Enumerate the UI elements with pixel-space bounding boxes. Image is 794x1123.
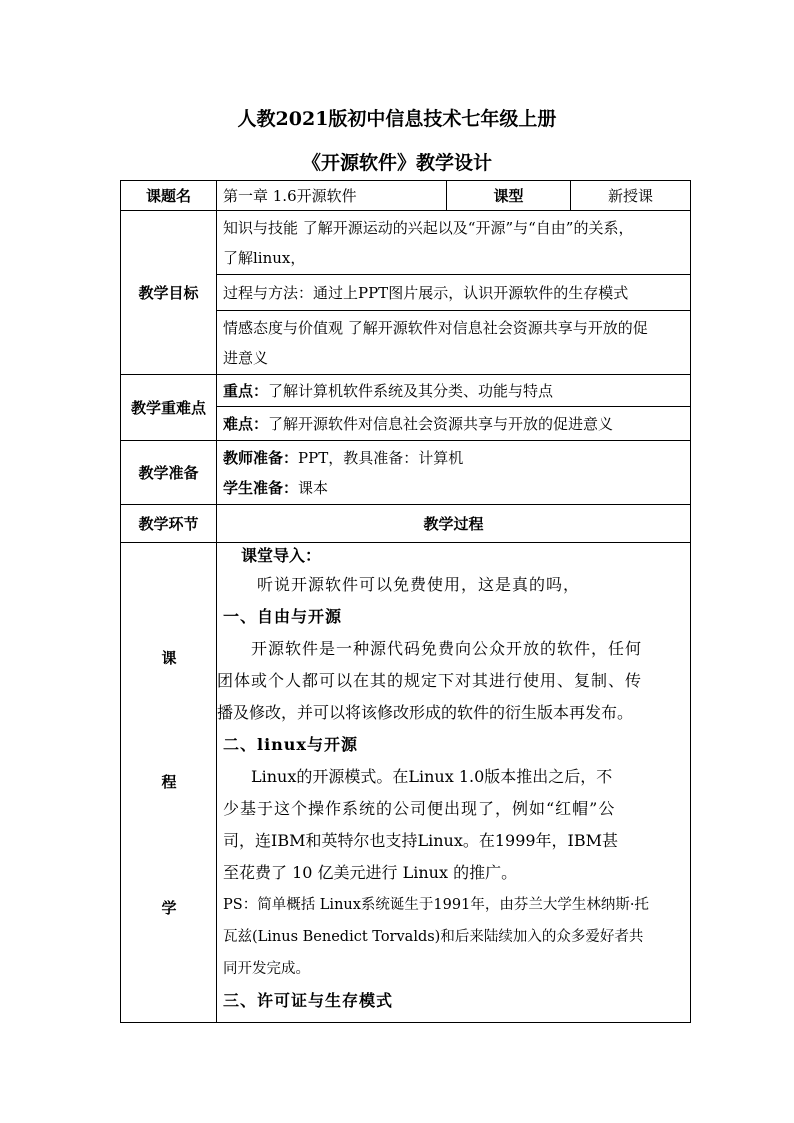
lesson-type-value: 新授课 xyxy=(571,181,691,211)
lesson-plan-table xyxy=(120,180,691,1023)
key-point-label: 重点： xyxy=(223,382,269,400)
key-point xyxy=(217,375,691,407)
lesson-type-label: 课型 xyxy=(447,181,571,211)
section-1-line-3: 播及修改，并可以将该修改形成的软件的衍生版本再发布。 xyxy=(217,703,634,722)
difficult-point-text: 了解开源软件对信息社会资源共享与开放的促进意义 xyxy=(268,415,614,433)
goal-attitude-line-1: 情感态度与价值观 了解开源软件对信息社会资源共享与开放的促 xyxy=(223,318,648,337)
goals-row-1 xyxy=(121,211,691,275)
goal-knowledge-line-1: 知识与技能 了解开源运动的兴起以及“开源”与“自由”的关系， xyxy=(223,218,634,237)
section-3-heading: 三、许可证与生存模式 xyxy=(223,991,394,1010)
teaching-process-cell xyxy=(217,543,691,1023)
section-1-line-2: 团体或个人都可以在其的规定下对其进行使用、复制、传 xyxy=(217,671,643,690)
key-points-row-1 xyxy=(121,375,691,407)
section-2-line-4: 至花费了 10 亿美元进行 Linux 的推广。 xyxy=(223,863,518,882)
teacher-preparation-label: 教师准备： xyxy=(223,448,299,467)
difficult-point-label: 难点： xyxy=(223,415,269,433)
section-1-line-1: 开源软件是一种源代码免费向公众开放的软件，任何 xyxy=(251,639,643,658)
ps-line-3: 同开发完成。 xyxy=(223,961,310,977)
stage-char-3: 学 xyxy=(161,899,177,917)
section-2-line-3: 司，连IBM和英特尔也支持Linux。在1999年，IBM甚 xyxy=(223,831,619,850)
goal-knowledge-line-2: 了解linux， xyxy=(223,248,306,267)
student-preparation-label: 学生准备： xyxy=(223,478,299,497)
ps-line-2: 瓦兹(Linus Benedict Torvalds)和后来陆续加入的众多爱好者共 xyxy=(223,929,644,945)
goal-attitude-line-2: 进意义 xyxy=(223,348,269,367)
section-1-heading: 一、自由与开源 xyxy=(223,607,343,626)
preparation-content xyxy=(217,441,691,505)
intro-text: 听说开源软件可以免费使用，这是真的吗， xyxy=(257,575,581,594)
section-2-line-2: 少基于这个操作系统的公司便出现了，例如“红帽”公 xyxy=(223,799,616,818)
teaching-process-label: 教学过程 xyxy=(217,505,691,543)
goal-process-method: 过程与方法：通过上PPT图片展示，认识开源软件的生存模式 xyxy=(217,275,691,311)
key-point-text: 了解计算机软件系统及其分类、功能与特点 xyxy=(268,382,554,400)
section-2-heading: 二、linux与开源 xyxy=(223,735,358,754)
teaching-stage-cell xyxy=(121,543,217,1023)
stage-char-2: 程 xyxy=(161,773,177,791)
process-header-row xyxy=(121,505,691,543)
preparation-label: 教学准备 xyxy=(121,441,217,505)
topic-label: 课题名 xyxy=(121,181,217,211)
preparation-row xyxy=(121,441,691,505)
student-preparation xyxy=(223,473,684,503)
stage-char-1: 课 xyxy=(161,649,177,667)
topic-value: 第一章 1.6开源软件 xyxy=(217,181,447,211)
goals-label: 教学目标 xyxy=(121,211,217,375)
teacher-preparation xyxy=(223,443,684,473)
document-title: 人教2021版初中信息技术七年级上册 xyxy=(237,108,557,130)
teaching-stage-label: 教学环节 xyxy=(121,505,217,543)
goal-attitude-values xyxy=(217,311,691,375)
teacher-preparation-text: PPT，教具准备：计算机 xyxy=(298,448,464,467)
key-points-label: 教学重难点 xyxy=(121,375,217,441)
topic-row xyxy=(121,181,691,211)
section-2-line-1: Linux的开源模式。在Linux 1.0版本推出之后，不 xyxy=(251,767,613,786)
ps-line-1: PS：简单概括 Linux系统诞生于1991年，由芬兰大学生林纳斯·托 xyxy=(223,897,649,913)
intro-heading: 课堂导入： xyxy=(241,546,322,565)
difficult-point xyxy=(217,407,691,441)
goal-knowledge-skills xyxy=(217,211,691,275)
student-preparation-text: 课本 xyxy=(298,478,329,497)
document-subtitle: 《开源软件》教学设计 xyxy=(301,152,492,174)
process-body-row xyxy=(121,543,691,1023)
